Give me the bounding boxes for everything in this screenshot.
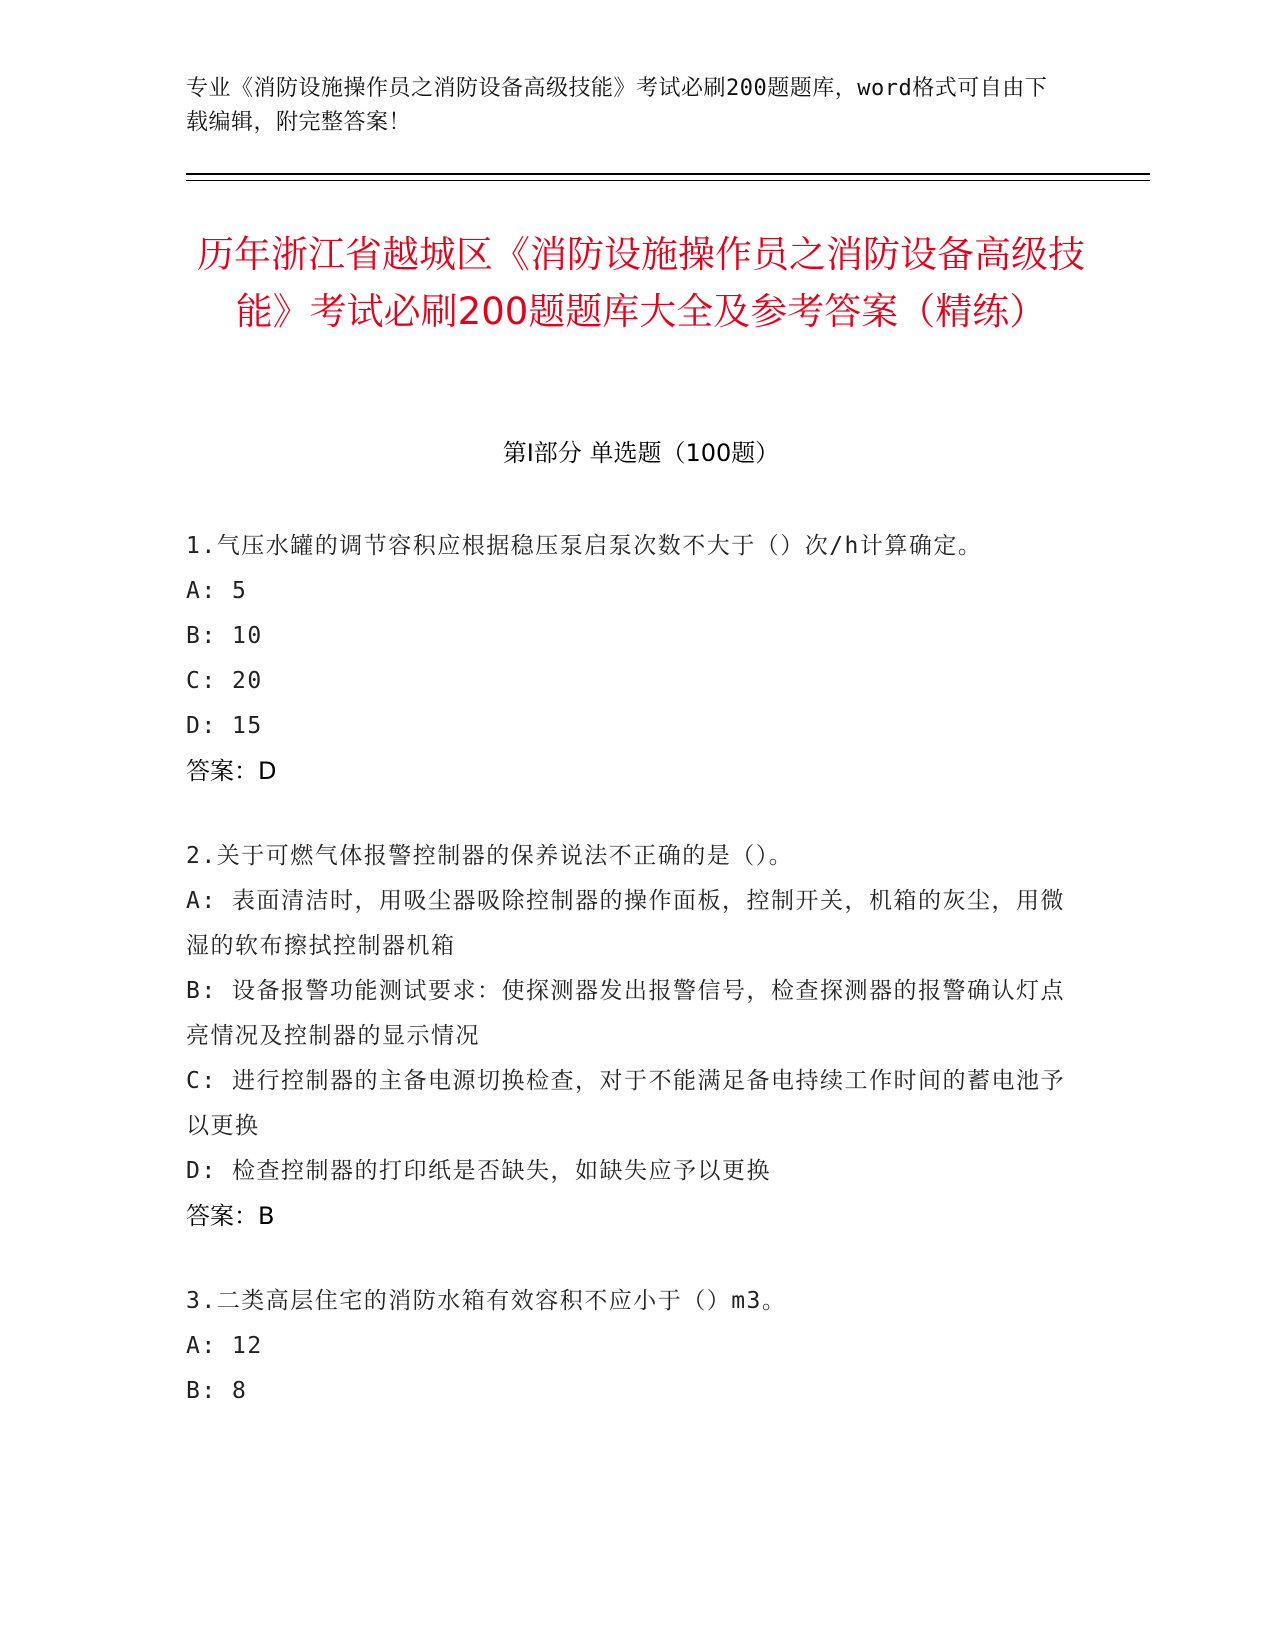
question-item bbox=[186, 834, 1066, 1239]
question-answer: 答案：B bbox=[186, 1202, 275, 1230]
question-item bbox=[186, 524, 1066, 794]
question-option: B: 设备报警功能测试要求：使探测器发出报警信号，检查探测器的报警确认灯点亮情况及控制器的显示情况 bbox=[186, 978, 1066, 1049]
question-list bbox=[186, 524, 1066, 1454]
question-answer: 答案：D bbox=[186, 757, 277, 785]
question-option: A: 12 bbox=[186, 1333, 263, 1359]
header-divider-thick bbox=[186, 173, 1150, 175]
question-item bbox=[186, 1279, 1066, 1414]
question-option: C: 20 bbox=[186, 668, 263, 694]
document-title: 历年浙江省越城区《消防设施操作员之消防设备高级技能》考试必刷200题题库大全及参考答案（精练） bbox=[197, 233, 1085, 333]
question-option: C: 进行控制器的主备电源切换检查，对于不能满足备电持续工作时间的蓄电池予以更换 bbox=[186, 1068, 1066, 1139]
question-stem: 1.气压水罐的调节容积应根据稳压泵启泵次数不大于（）次/h计算确定。 bbox=[186, 533, 983, 559]
header-note: 专业《消防设施操作员之消防设备高级技能》考试必刷200题题库，word格式可自由下载编辑，附完整答案！ bbox=[186, 76, 1048, 135]
question-option: D: 15 bbox=[186, 713, 263, 739]
header-divider-thin bbox=[186, 180, 1150, 181]
question-stem: 2.关于可燃气体报警控制器的保养说法不正确的是（）。 bbox=[186, 843, 794, 869]
question-option: A: 表面清洁时，用吸尘器吸除控制器的操作面板，控制开关，机箱的灰尘，用微湿的软布擦拭控制器机箱 bbox=[186, 888, 1066, 959]
section-title: 第I部分 单选题（100题） bbox=[502, 439, 780, 467]
question-option: B: 10 bbox=[186, 623, 263, 649]
question-option: A: 5 bbox=[186, 578, 248, 604]
question-option: D: 检查控制器的打印纸是否缺失，如缺失应予以更换 bbox=[186, 1158, 772, 1184]
question-stem: 3.二类高层住宅的消防水箱有效容积不应小于（）m3。 bbox=[186, 1288, 787, 1314]
question-option: B: 8 bbox=[186, 1378, 248, 1404]
